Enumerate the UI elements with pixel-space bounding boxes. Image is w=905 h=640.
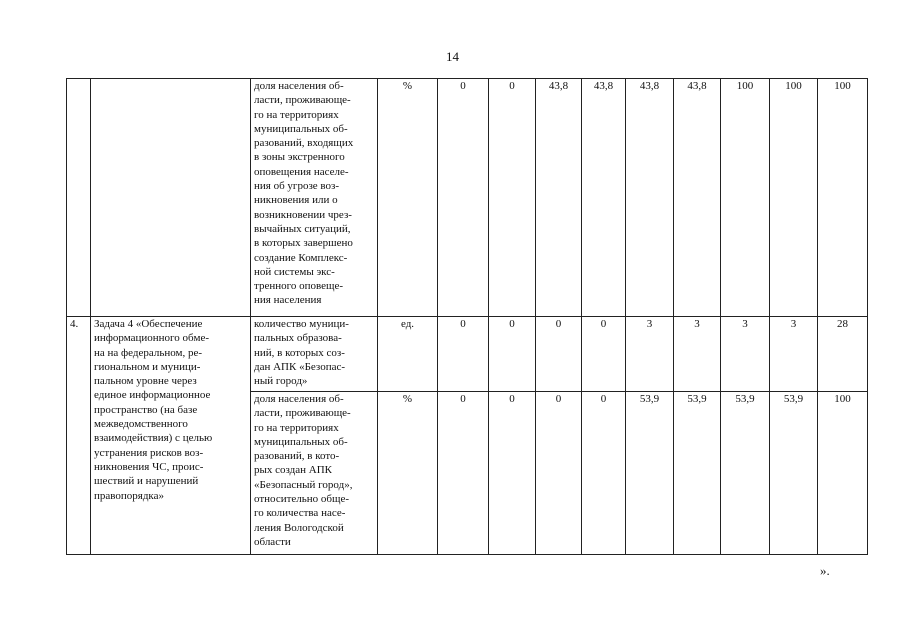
value-cell: 100 — [721, 79, 770, 317]
closing-quote: ». — [820, 563, 830, 578]
task-cell — [91, 317, 251, 555]
value-cell: 43,8 — [582, 79, 626, 317]
value-cell: 100 — [818, 79, 868, 317]
indicator-text: доля населения об- ласти, проживающе- го на территориях муниципальных об- разований, входящих в зоны экстренного оповещения населе- ния об угрозе воз- никновения или о возникновении чрез- вычайных ситуаций, в которых завершено создание Комплекс- ной системы экс- тренного оповеще- ния населения — [254, 80, 354, 307]
task-cell — [91, 79, 251, 317]
value-cell: 43,8 — [674, 79, 721, 317]
value-cell: 0 — [438, 392, 489, 555]
value-cell: 3 — [674, 317, 721, 392]
table-row — [67, 317, 868, 392]
value-cell: 100 — [818, 392, 868, 555]
indicator-cell — [251, 317, 378, 392]
indicators-table — [66, 78, 868, 555]
value-cell: 0 — [536, 392, 582, 555]
unit-cell: % — [378, 392, 438, 555]
value-cell: 53,9 — [674, 392, 721, 555]
page-number: 14 — [446, 49, 459, 64]
value-cell: 0 — [438, 79, 489, 317]
unit-cell: ед. — [378, 317, 438, 392]
indicator-text: количество муници- пальных образова- ний, в которых соз- дан АПК «Безопас- ный город» — [254, 318, 349, 388]
row-index-cell — [67, 79, 91, 317]
indicator-text: доля населения об- ласти, проживающе- го на территориях муниципальных об- разований, в кото- рых создан АПК «Безопасный город», относительно обще- го количества насе- ления Вологодской области — [254, 393, 353, 548]
value-cell: 3 — [721, 317, 770, 392]
value-cell: 3 — [770, 317, 818, 392]
value-cell: 0 — [582, 317, 626, 392]
value-cell: 43,8 — [626, 79, 674, 317]
value-cell: 0 — [438, 317, 489, 392]
indicator-cell — [251, 79, 378, 317]
value-cell: 0 — [536, 317, 582, 392]
task-text: Задача 4 «Обеспечение информационного обме- на на федеральном, ре- гиональном и муници- пальном уровне через единое информационное пространство (на базе межведомственного взаимодействия) с целью устранения рисков воз- никновения ЧС, проис- шествий и нарушений правопорядка» — [94, 318, 213, 502]
table-row — [67, 79, 868, 317]
unit-cell: % — [378, 79, 438, 317]
value-cell: 28 — [818, 317, 868, 392]
indicator-cell — [251, 392, 378, 555]
value-cell: 0 — [489, 79, 536, 317]
value-cell: 0 — [489, 392, 536, 555]
value-cell: 53,9 — [721, 392, 770, 555]
value-cell: 53,9 — [626, 392, 674, 555]
value-cell: 53,9 — [770, 392, 818, 555]
row-index-cell: 4. — [67, 317, 91, 555]
value-cell: 43,8 — [536, 79, 582, 317]
value-cell: 3 — [626, 317, 674, 392]
value-cell: 100 — [770, 79, 818, 317]
value-cell: 0 — [489, 317, 536, 392]
value-cell: 0 — [582, 392, 626, 555]
